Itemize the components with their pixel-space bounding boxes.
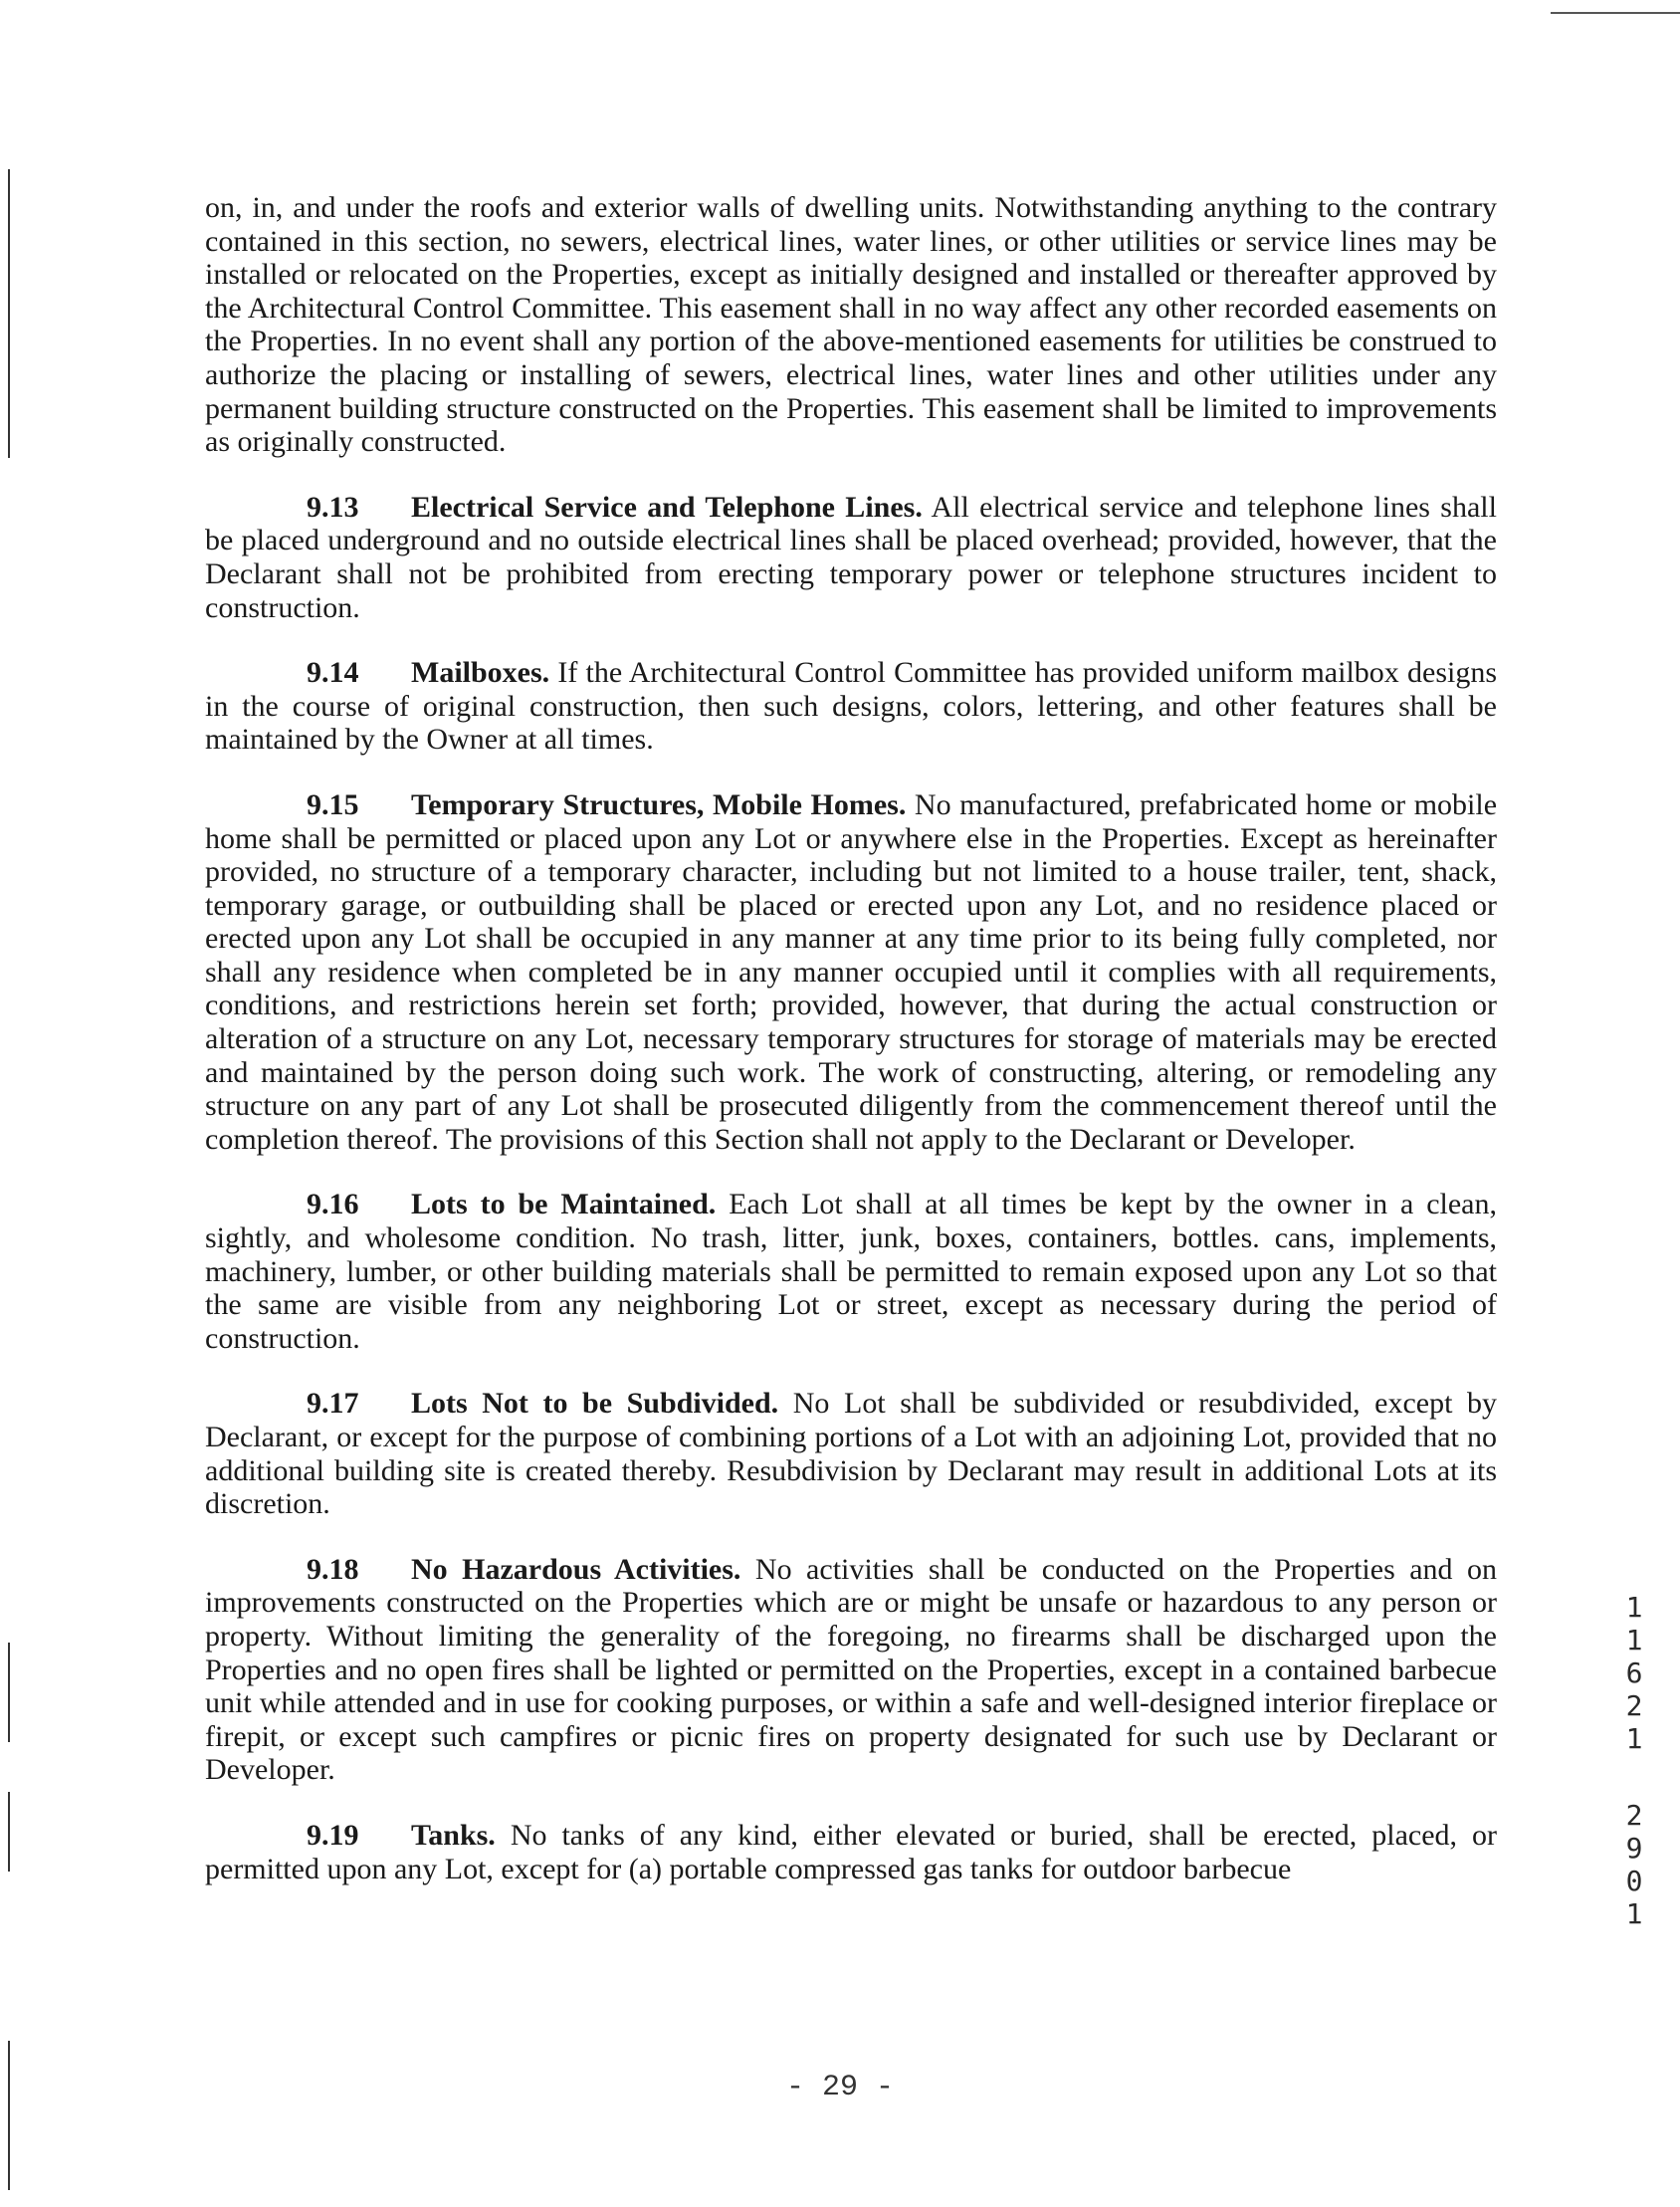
section-text: No activities shall be conducted on the Properties and on improvements constructed on the Properties which are or might be unsafe or hazardous to any person or property. Without limiting the generality of the foregoing, no firearms shall be discharged upon the Properties and no open fires shall be lighted or permitted on the Properties, except in a contained barbecue unit while attended and in use for cooking purposes, or within a safe and well-designed interior fireplace or firepit, or except such campfires or picnic fires on property designated for such use by Declarant or Developer.	[205, 1552, 1498, 1787]
section-text: No tanks of any kind, either elevated or buried, shall be erected, placed, or permitted upon any Lot, except for (a) portable compressed gas tanks for outdoor barbecue	[205, 1818, 1498, 1885]
section-text: No Lot shall be subdivided or resubdivided, except by Declarant, or except for the purpose of combining portions of a Lot with an adjoining Lot, provided that no additional building site is created thereby. Resubdivision by Declarant may result in additional Lots at its discretion.	[205, 1387, 1498, 1521]
page-number: - 29 -	[785, 2071, 895, 2104]
section-title: Tanks.	[411, 1818, 496, 1852]
section-title: Mailboxes.	[411, 656, 550, 690]
stamp-digit: 9	[1625, 1832, 1643, 1865]
stamp-digit: 2	[1625, 1689, 1643, 1722]
section-number: 9.19	[307, 1818, 359, 1852]
stamp-gap	[1616, 1755, 1652, 1799]
section-9-19	[205, 1819, 1497, 1885]
scan-mark-lower	[8, 1792, 10, 1872]
section-number: 9.14	[307, 656, 359, 690]
stamp-digit: 0	[1625, 1865, 1643, 1897]
section-title: Electrical Service and Telephone Lines.	[411, 490, 923, 524]
section-title: No Hazardous Activities.	[411, 1552, 741, 1586]
intro-paragraph: on, in, and under the roofs and exterior walls of dwelling units. Notwithstanding anything to the contrary contained in this section, no sewers, electrical lines, water lines, or other utilities or service lines may be installed or relocated on the Properties, except as initially designed and installed or thereafter approved by the Architectural Control Committee. This easement shall in no way affect any other recorded easements on the Properties. In no event shall any portion of the above-mentioned easements for utilities be construed to authorize the placing or installing of sewers, electrical lines, water lines and other utilities under any permanent building structure constructed on the Properties. This easement shall be limited to improvements as originally constructed.	[205, 191, 1497, 459]
section-title: Lots to be Maintained.	[411, 1188, 717, 1221]
stamp-digit: 1	[1625, 1624, 1643, 1656]
section-text: No manufactured, prefabricated home or mobile home shall be permitted or placed upon any Lot or anywhere else in the Properties. Except as hereinafter provided, no structure of a temporary character, including but not limited to a house trailer, tent, shack, temporary garage, or outbuilding shall be placed or erected upon any Lot, and no residence placed or erected upon any Lot shall be occupied in any manner at any time prior to its being fully completed, nor shall any residence when completed be in any manner occupied until it complies with all requirements, conditions, and restrictions herein set forth; provided, however, that during the actual construction or alteration of a structure on any Lot, necessary temporary structures for storage of materials may be erected and maintained by the person doing such work. The work of constructing, altering, or remodeling any structure on any part of any Lot shall be prosecuted diligently from the commencement thereof until the completion thereof. The provisions of this Section shall not apply to the Declarant or Developer.	[205, 787, 1498, 1156]
section-number: 9.17	[307, 1387, 359, 1421]
scan-mark-middle	[8, 1643, 10, 1742]
scan-mark-upper	[8, 169, 10, 458]
section-number: 9.13	[307, 490, 359, 524]
section-9-13	[205, 491, 1497, 624]
top-rule-line	[1551, 12, 1680, 14]
recording-number-stamp	[1616, 1591, 1652, 1930]
section-text: All electrical service and telephone lines shall be placed underground and no outside electrical lines shall be placed overhead; provided, however, that the Declarant shall not be prohibited from erecting temporary power or telephone structures incident to construction.	[205, 490, 1497, 624]
section-title: Temporary Structures, Mobile Homes.	[411, 787, 907, 821]
section-title: Lots Not to be Subdivided.	[411, 1387, 779, 1421]
document-body	[205, 191, 1497, 1917]
section-9-14	[205, 656, 1497, 757]
section-number: 9.15	[307, 787, 359, 821]
stamp-digit: 1	[1625, 1591, 1643, 1624]
section-9-18	[205, 1553, 1497, 1787]
section-text: If the Architectural Control Committee has provided uniform mailbox designs in the course of original construction, then such designs, colors, lettering, and other features shall be maintained by the Owner at all times.	[205, 656, 1497, 757]
section-number: 9.16	[307, 1188, 359, 1221]
section-9-17	[205, 1387, 1497, 1520]
stamp-digit: 6	[1625, 1656, 1643, 1689]
section-9-15	[205, 788, 1497, 1157]
stamp-digit: 1	[1625, 1722, 1643, 1755]
stamp-digit: 1	[1625, 1897, 1643, 1930]
section-number: 9.18	[307, 1552, 359, 1586]
scan-mark-bottom	[8, 2041, 10, 2190]
section-9-16	[205, 1188, 1497, 1355]
stamp-digit: 2	[1625, 1799, 1643, 1832]
section-text: Each Lot shall at all times be kept by the owner in a clean, sightly, and wholesome condition. No trash, litter, junk, boxes, containers, bottles. cans, implements, machinery, lumber, or other building materials shall be permitted to remain exposed upon any Lot so that the same are visible from any neighboring Lot or street, except as necessary during the period of construction.	[205, 1188, 1498, 1355]
